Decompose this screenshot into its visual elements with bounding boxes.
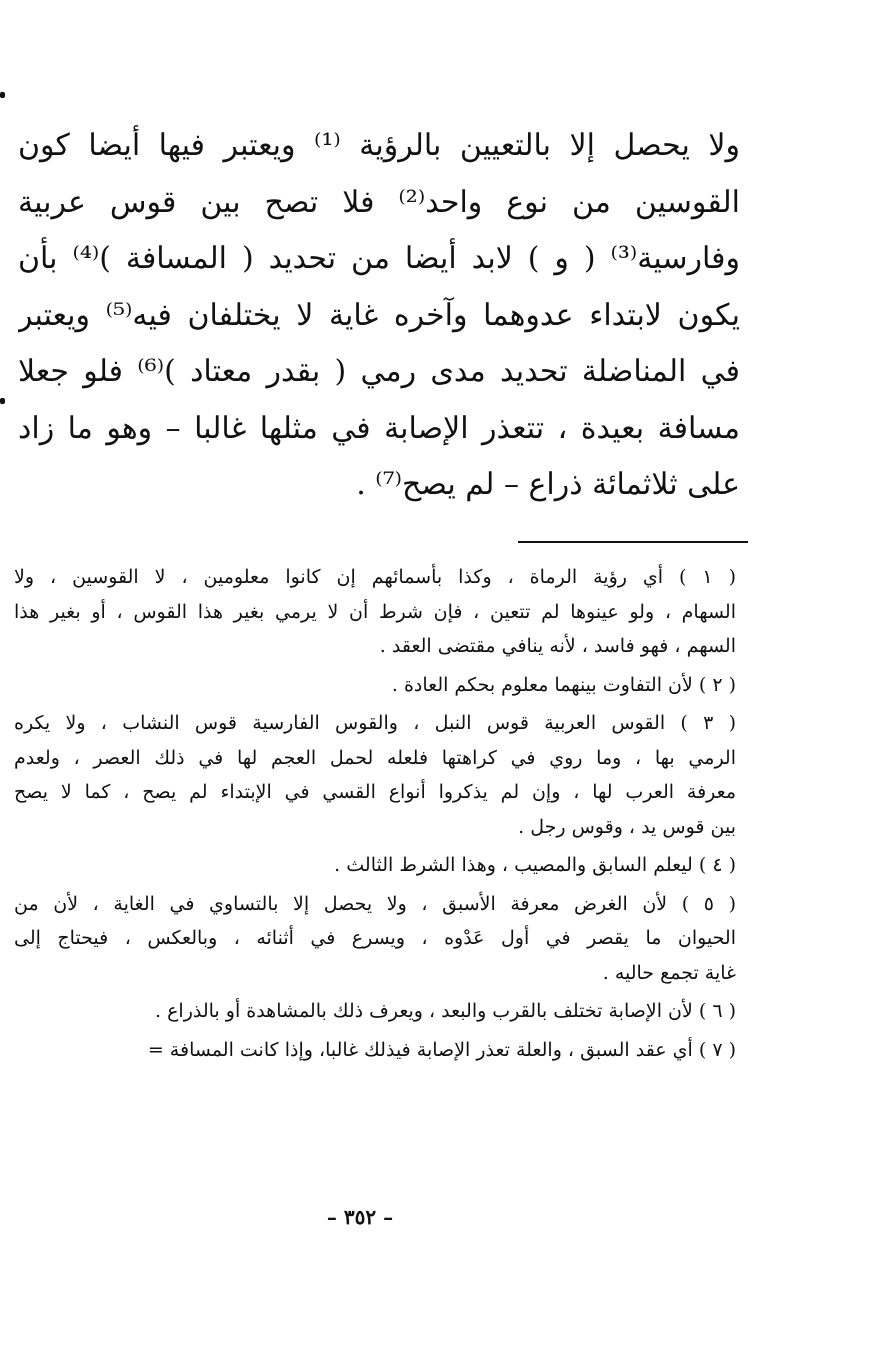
footnote-line: الرمي بها ، وما روي في كراهتها فلعله لحمل العجم لها في ذلك العصر ، ولعدم bbox=[14, 746, 736, 769]
footnote-line: معرفة العرب لها ، وإن لم يذكروا أنواع القسي في الإبتداء لم يصح ، كما لا يصح bbox=[14, 781, 736, 803]
footnote-line: ( ٤ ) ليعلم السابق والمصيب ، وهذا الشرط الثالث . bbox=[334, 854, 736, 876]
page-number: – ٣٥٢ – bbox=[326, 1205, 394, 1229]
footnote-line: الحيوان ما يقصر في أول عَدْوه ، ويسرع في أثنائه ، وبالعكس ، فيحتاج إلى bbox=[14, 927, 736, 949]
footnote-line: ( ٧ ) أي عقد السبق ، والعلة تعذر الإصابة فيذلك غالبا، وإذا كانت المسافة = bbox=[147, 1038, 736, 1061]
footnote-separator-rule bbox=[518, 541, 748, 543]
main-text-line: في المناضلة تحديد مدى رمي ( بقدر معتاد )⁽⁶⁾ فلو جعلا bbox=[18, 354, 740, 389]
footnote-line: ( ١ ) أي رؤية الرماة ، وكذا بأسمائهم إن كانوا معلومين ، لا القوسين ، ولا bbox=[14, 566, 736, 588]
main-text-line: وفارسية⁽³⁾ ( و ) لابد أيضا من تحديد ( المسافة )⁽⁴⁾ بأن bbox=[18, 241, 740, 276]
footnote-5 bbox=[14, 887, 736, 991]
main-text-line: على ثلاثمائة ذراع – لم يصح⁽⁷⁾ . bbox=[356, 467, 740, 502]
main-text-line: ولا يحصل إلا بالتعيين بالرؤية ⁽¹⁾ ويعتبر فيها أيضا كون bbox=[18, 128, 740, 163]
scan-speck bbox=[0, 92, 5, 98]
main-text-line: القوسين من نوع واحد⁽²⁾ فلا تصح بين قوس عربية bbox=[18, 184, 740, 220]
scan-speck bbox=[0, 398, 5, 404]
footnote-1 bbox=[14, 560, 736, 664]
footnote-line: ( ٢ ) لأن التفاوت بينهما معلوم بحكم العادة . bbox=[391, 673, 736, 696]
footnote-3 bbox=[14, 706, 736, 844]
footnote-4 bbox=[14, 848, 736, 883]
main-text-line: مسافة بعيدة ، تتعذر الإصابة في مثلها غالبا – وهو ما زاد bbox=[18, 410, 740, 446]
footnote-line: ( ٣ ) القوس العربية قوس النبل ، والقوس الفارسية قوس النشاب ، ولا يكره bbox=[14, 712, 736, 734]
footnote-line: السهام ، ولو عينوها لم تتعين ، فإن شرط أن لا يرمي بغير هذا القوس ، أو بغير هذا bbox=[14, 600, 736, 623]
footnote-line: ( ٦ ) لأن الإصابة تختلف بالقرب والبعد ، ويعرف ذلك بالمشاهدة أو بالذراع . bbox=[155, 1000, 736, 1022]
footnote-line: السهم ، فهو فاسد ، لأنه ينافي مقتضى العقد . bbox=[379, 635, 736, 657]
footnotes-block bbox=[14, 560, 736, 1067]
footnote-line: بين قوس يد ، وقوس رجل . bbox=[518, 815, 736, 838]
main-text-line: يكون لابتداء عدوهما وآخره غاية لا يختلفان فيه⁽⁵⁾ ويعتبر bbox=[18, 297, 740, 333]
footnote-line: ( ٥ ) لأن الغرض معرفة الأسبق ، ولا يحصل إلا بالتساوي في الغاية ، لأن من bbox=[14, 892, 736, 915]
footnote-6 bbox=[14, 994, 736, 1029]
footnote-2 bbox=[14, 668, 736, 703]
footnote-7 bbox=[14, 1033, 736, 1068]
footnote-line: غاية تجمع حاليه . bbox=[602, 961, 736, 984]
main-text-block bbox=[18, 118, 740, 514]
